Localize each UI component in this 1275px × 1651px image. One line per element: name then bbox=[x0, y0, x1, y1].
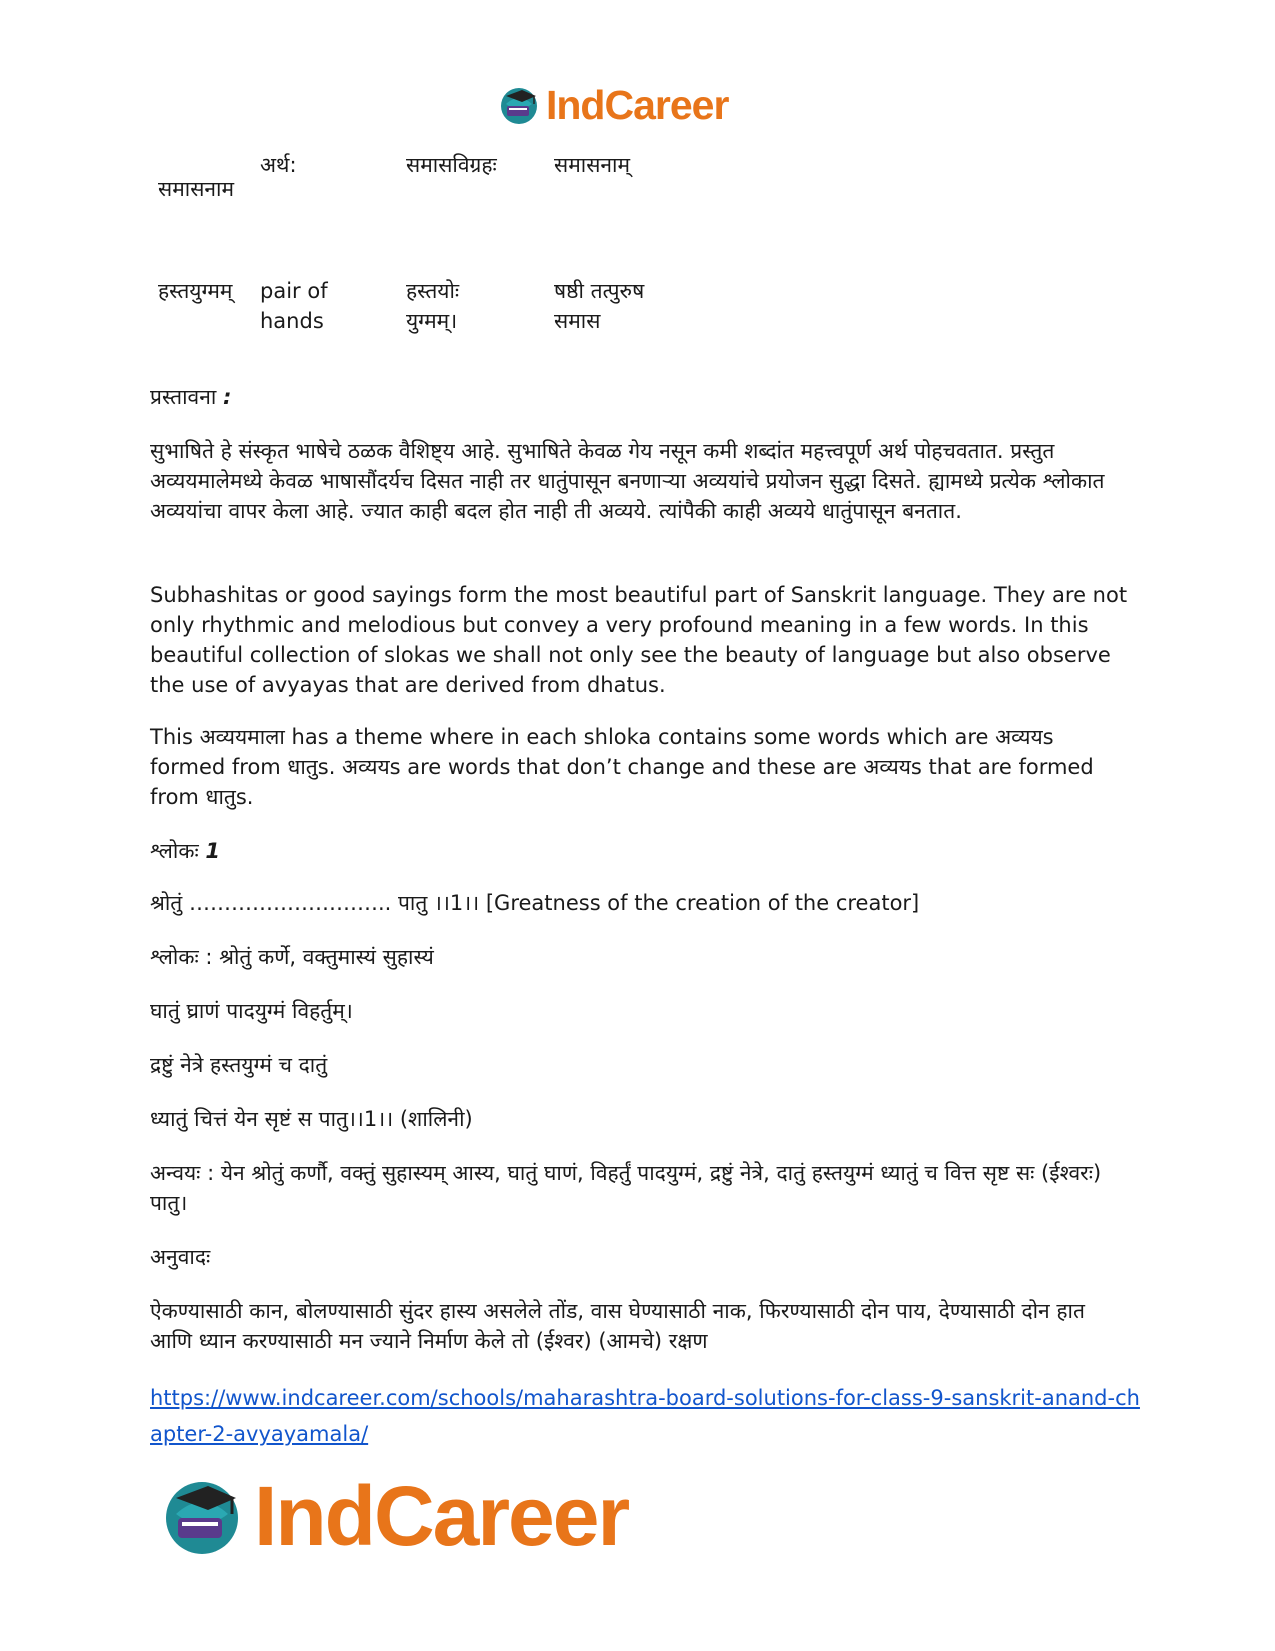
marathi-intro-paragraph: सुभाषिते हे संस्कृत भाषेचे ठळक वैशिष्ट्य आहे. सुभाषिते केवळ गेय नसून कमी शब्दांत महत्त्वपूर्ण अर्थ पोहचवतात. प्रस्तुत अव्ययमालेमध्ये केवळ भाषासौंदर्यच दिसत नाही तर धातुंपासून बनणाऱ्या अव्ययांचे प्रयोजन सुद्धा दिसते. ह्यामध्ये प्रत्येक श्लोकात अव्ययांचा वापर केला आहे. ज्यात काही बदल होत नाही ती अव्यये. त्यांपैकी काही अव्यये धातुंपासून बनतात. bbox=[150, 439, 1105, 523]
anuvad-label: अनुवादः bbox=[150, 1245, 211, 1269]
footer-logo bbox=[160, 1468, 720, 1564]
shloka-line-2: घातुं घ्राणं पादयुग्मं विहर्तुम्। bbox=[150, 999, 353, 1023]
graduation-globe-icon bbox=[498, 84, 540, 126]
intro-label-suffix: : bbox=[222, 385, 232, 409]
table-header-cell: अर्थ: bbox=[260, 153, 297, 177]
shloka-line-4: ध्यातुं चित्तं येन सृष्टं स पातु।।1।। (शालिनी) bbox=[150, 1107, 473, 1131]
shloka-line-3: द्रष्टुं नेत्रे हस्तयुग्मं च दातुं bbox=[150, 1053, 328, 1077]
header-logo bbox=[498, 80, 778, 130]
table-cell: हस्तयुग्मम् bbox=[158, 279, 233, 303]
shloka-heading bbox=[150, 836, 1130, 866]
source-link[interactable]: https://www.indcareer.com/schools/maharashtra-board-solutions-for-class-9-sanskrit-anand-chapter-2-avyayamala/ bbox=[150, 1386, 1140, 1446]
table-header-cell: समासविग्रहः bbox=[406, 153, 497, 177]
anvaya-paragraph: अन्वयः : येन श्रोतुं कर्णौ, वक्तुं सुहास्यम् आस्य, घातुं घाणं, विहर्तुं पादयुग्मं, द्रष्टुं नेत्रे, दातुं हस्तयुग्मं ध्यातुं च वित्त सृष्ट सः (ईश्वरः) पातु। bbox=[150, 1161, 1102, 1215]
table-header-cell: समासनाम bbox=[158, 177, 235, 201]
graduation-globe-icon bbox=[160, 1474, 244, 1558]
intro-heading bbox=[150, 382, 1130, 412]
table-cell: षष्ठी तत्पुरुष समास bbox=[554, 279, 645, 333]
shloka-label: श्लोकः bbox=[150, 839, 199, 863]
logo-wordmark: IndCareer bbox=[546, 81, 729, 128]
theme-paragraph: This अव्ययमाला has a theme where in each shloka contains some words which are अव्ययs formed from धातुs. अव्ययs are words that don’t change and these are अव्ययs that are formed from धातुs. bbox=[150, 725, 1094, 809]
anuvad-paragraph: ऐकण्यासाठी कान, बोलण्यासाठी सुंदर हास्य असलेले तोंड, वास घेण्यासाठी नाक, फिरण्यासाठी दोन पाय, देण्यासाठी दोन हात आणि ध्यान करण्यासाठी मन ज्याने निर्माण केले तो (ईश्वर) (आमचे) रक्षण bbox=[150, 1299, 1085, 1353]
shloka-line-1: श्लोकः : श्रोतुं कर्णे, वक्तुमास्यं सुहास्यं bbox=[150, 945, 434, 969]
shloka-title-line: श्रोतुं ……………………….. पातु ।।1।। [Greatness of the creation of the creator] bbox=[150, 891, 920, 915]
english-intro-paragraph: Subhashitas or good sayings form the most beautiful part of Sanskrit language. They are not only rhythmic and melodious but convey a very profound meaning in a few words. In this beautiful collection of slokas we shall not only see the beauty of language but also observe the use of avyayas that are derived from dhatus. bbox=[150, 583, 1128, 697]
intro-label: प्रस्तावना bbox=[150, 385, 217, 409]
logo-wordmark: IndCareer bbox=[254, 1468, 629, 1563]
table-header-cell: समासनाम् bbox=[554, 153, 631, 177]
table-cell: हस्तयोः युग्मम्। bbox=[406, 279, 460, 333]
table-cell: pair of hands bbox=[260, 279, 328, 333]
shloka-number: 1 bbox=[205, 839, 221, 863]
